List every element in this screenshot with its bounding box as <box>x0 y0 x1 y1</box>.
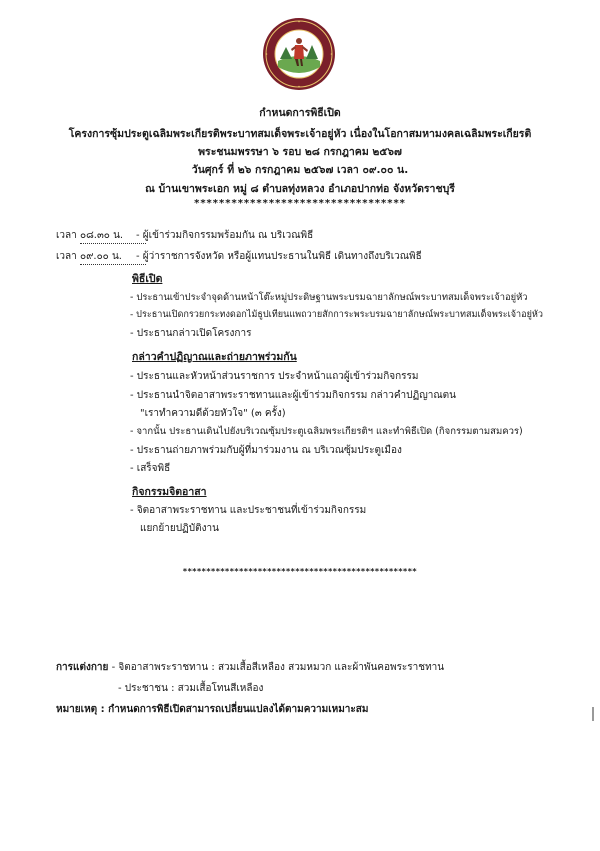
dress-code-line <box>56 660 444 675</box>
remark-line <box>56 702 369 717</box>
dress-code-public: - ประชาชน : สวมเสื้อโทนสีเหลือง <box>118 683 264 694</box>
document-title: กำหนดการพิธีเปิด <box>259 107 341 119</box>
occasion-line: พระชนมพรรษา ๖ รอบ ๒๘ กรกฎาคม ๒๕๖๗ <box>198 146 402 158</box>
project-name-line: โครงการซุ้มประตูเฉลิมพระเกียรติพระบาทสมเด็จพระเจ้าอยู่หัว เนื่องในโอกาสมหามงคลเฉลิมพระเกียรติ <box>68 128 532 140</box>
time-value: ๐๘.๓๐ น. <box>80 228 146 244</box>
remark-label: หมายเหตุ <box>56 704 98 715</box>
venue-line: ณ บ้านเขาพระเอก หมู่ ๘ ตำบลทุ่งหลวง อำเภอปากท่อ จังหวัดราชบุรี <box>145 183 455 195</box>
schedule-text: - ผู้เข้าร่วมกิจกรรมพร้อมกัน ณ บริเวณพิธี <box>136 230 314 241</box>
list-item: - ประธานและหัวหน้าส่วนราชการ ประจำหน้าแถวผู้เข้าร่วมกิจกรรม <box>130 371 419 382</box>
scan-edge-mark <box>592 707 594 721</box>
schedule-row <box>56 228 146 244</box>
header-divider: ********************************** <box>194 198 406 209</box>
list-item: - เสร็จพิธี <box>130 463 171 474</box>
list-item: - จากนั้น ประธานเดินไปยังบริเวณซุ้มประตูเฉลิมพระเกียรติฯ และทำพิธีเปิด (กิจกรรมตามสมควร) <box>130 426 523 437</box>
list-item: - ประธานเข้าประจำจุดด้านหน้าโต๊ะหมู่ประดิษฐานพระบรมฉายาลักษณ์พระบาทสมเด็จพระเจ้าอยู่หัว <box>130 292 528 303</box>
section-heading-pledge: กล่าวคำปฏิญาณและถ่ายภาพร่วมกัน <box>132 351 297 363</box>
section-heading-volunteer: กิจกรรมจิตอาสา <box>132 486 207 498</box>
list-item: แยกย้ายปฏิบัติงาน <box>140 523 219 534</box>
time-value: ๐๙.๐๐ น. <box>80 249 146 265</box>
list-item: - ประธานนำจิตอาสาพระราชทานและผู้เข้าร่วมกิจกรรม กล่าวคำปฏิญาณตน <box>130 390 456 401</box>
remark-text: : กำหนดการพิธีเปิดสามารถเปลี่ยนแปลงได้ตามความเหมาะสม <box>97 704 369 715</box>
dress-code-volunteer: - จิตอาสาพระราชทาน : สวมเสื้อสีเหลือง สวมหมวก และผ้าพันคอพระราชทาน <box>108 662 445 673</box>
list-item: - ประธานเปิดกรวยกระทงดอกไม้ธูปเทียนแพถวายสักการะพระบรมฉายาลักษณ์พระบาทสมเด็จพระเจ้าอยู่หัว <box>130 310 544 320</box>
list-item: - ประธานกล่าวเปิดโครงการ <box>130 328 252 339</box>
section-heading-opening: พิธีเปิด <box>132 273 163 285</box>
schedule-text: - ผู้ว่าราชการจังหวัด หรือผู้แทนประธานในพิธี เดินทางถึงบริเวณพิธี <box>136 251 422 262</box>
date-time-line: วันศุกร์ ที่ ๒๖ กรกฎาคม ๒๕๖๗ เวลา ๐๙.๐๐ น. <box>191 164 409 176</box>
municipality-seal-logo <box>262 17 336 91</box>
lower-divider: ************************************************** <box>182 567 418 576</box>
pledge-quote: "เราทำความดีด้วยหัวใจ" (๓ ครั้ง) <box>140 408 286 419</box>
time-label: เวลา <box>56 251 77 262</box>
dress-code-label: การแต่งกาย <box>56 662 109 673</box>
list-item: - ประธานถ่ายภาพร่วมกับผู้ที่มาร่วมงาน ณ บริเวณซุ้มประตูเมือง <box>130 445 402 456</box>
schedule-row <box>56 249 146 265</box>
time-label: เวลา <box>56 230 77 241</box>
list-item: - จิตอาสาพระราชทาน และประชาชนที่เข้าร่วมกิจกรรม <box>130 505 367 516</box>
